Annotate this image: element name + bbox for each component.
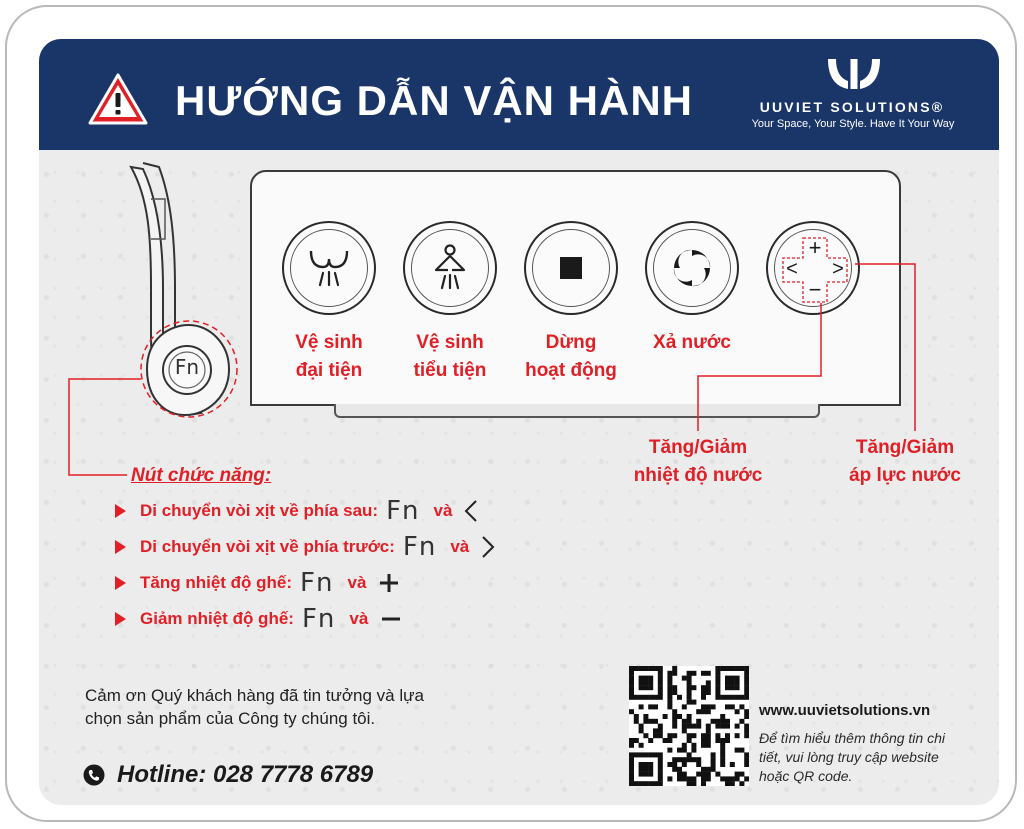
fn-key: Fn xyxy=(402,532,437,562)
function-row-seat-temp-down xyxy=(115,604,402,634)
dpad-plus-button[interactable]: + xyxy=(808,235,822,260)
bullet-triangle-icon xyxy=(115,540,126,554)
fn-key: Fn xyxy=(386,496,420,526)
dpad-minus-button[interactable]: − xyxy=(808,277,822,302)
chevron-right-icon xyxy=(481,535,495,559)
hotline-number[interactable]: Hotline: 028 7778 6789 xyxy=(117,761,374,788)
website-note: Để tìm hiểu thêm thông tin chi tiết, vui lòng truy cập website hoặc QR code. xyxy=(759,730,945,784)
rear-wash-label: Vệ sinh đại tiện xyxy=(295,332,363,381)
phone-icon xyxy=(83,764,105,786)
stop-label: Dừng hoạt động xyxy=(525,332,617,381)
function-text: Di chuyển vòi xịt về phía trước: xyxy=(140,537,395,556)
function-text: Di chuyển vòi xịt về phía sau: xyxy=(140,501,379,520)
chevron-left-icon xyxy=(464,499,478,523)
fn-key: Fn xyxy=(301,604,336,634)
page-title: HƯỚNG DẪN VẬN HÀNH xyxy=(175,77,694,124)
function-row-forward xyxy=(115,532,495,562)
website-link[interactable]: www.uuvietsolutions.vn xyxy=(759,702,931,719)
function-keys-heading: Nút chức năng: xyxy=(131,465,272,486)
bullet-triangle-icon xyxy=(115,504,126,518)
qr-code[interactable] xyxy=(629,666,749,786)
dpad-right-button[interactable]: > xyxy=(832,258,844,280)
and-text: và xyxy=(433,501,453,520)
function-row-seat-temp-up xyxy=(115,568,400,598)
fn-key: Fn xyxy=(300,568,334,598)
hotline xyxy=(83,761,373,789)
front-wash-label: Vệ sinh tiểu tiện xyxy=(413,332,487,381)
bullet-triangle-icon xyxy=(115,576,126,590)
bullet-triangle-icon xyxy=(115,612,126,626)
dpad-left-button[interactable]: < xyxy=(786,258,798,280)
manual-panel xyxy=(39,39,999,805)
flush-label: Xả nước xyxy=(653,332,731,353)
manual-card xyxy=(5,5,1017,822)
brand-name: UUVIET SOLUTIONS® xyxy=(759,99,945,115)
and-text: và xyxy=(349,609,369,628)
thank-you-message: Cảm ơn Quý khách hàng đã tin tưởng và lựa chọn sản phẩm của Công ty chúng tôi. xyxy=(85,686,424,728)
pressure-callout: Tăng/Giảm áp lực nước xyxy=(849,437,961,486)
plus-icon xyxy=(378,572,400,594)
function-text: Giảm nhiệt độ ghế: xyxy=(140,609,294,628)
function-text: Tăng nhiệt độ ghế: xyxy=(140,573,293,592)
and-text: và xyxy=(347,573,367,592)
and-text: và xyxy=(450,537,470,556)
function-row-back xyxy=(115,496,478,526)
fn-side-key[interactable]: Fn xyxy=(174,355,200,379)
brand-tagline: Your Space, Your Style. Have It Your Way xyxy=(751,118,955,130)
temperature-callout: Tăng/Giảm nhiệt độ nước xyxy=(633,437,763,486)
minus-icon xyxy=(380,608,402,630)
